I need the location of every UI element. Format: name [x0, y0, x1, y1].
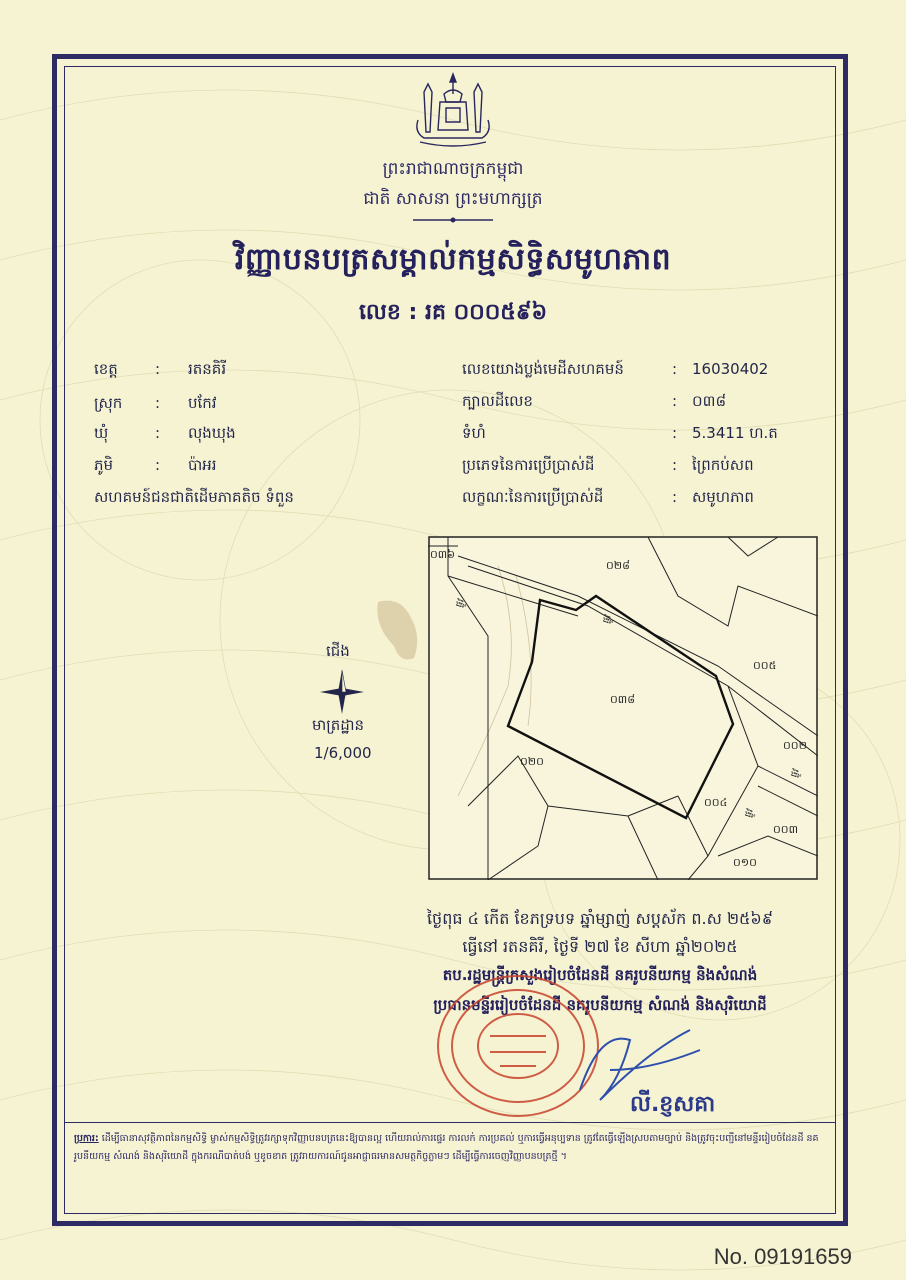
land-use-type-separator: : — [672, 456, 678, 474]
parcel-label: ០០៥ — [753, 659, 777, 672]
parcel-number-value: ០៣៨ — [692, 392, 727, 410]
land-use-type-value: ព្រៃកប់សព — [692, 456, 754, 474]
village-separator: : — [155, 456, 161, 474]
village-value: ប៉ាអរ — [188, 456, 217, 474]
parcel-label: ០៣៨ — [610, 693, 635, 706]
district-value: បកែវ — [188, 394, 217, 412]
road-label: ផ្លូវ — [601, 613, 614, 626]
lunar-date: ថ្ងៃពុធ ៤ កើត ខែភទ្របទ ឆ្នាំម្សាញ់ សប្តស័ក ព.ស ២៥៦៩ — [426, 909, 774, 928]
certificate-number: លេខ : រគ ០០០៥៩៦ — [358, 300, 548, 325]
signer-name: លី.ខ្ញសគា — [630, 1092, 716, 1117]
note-label: ប្រការ: — [74, 1133, 99, 1144]
province-separator: : — [155, 360, 161, 378]
parcel-number-label: ក្បាលដីលេខ — [462, 392, 533, 410]
village-label: ភូមិ — [94, 456, 114, 474]
community-map-ref-separator: : — [672, 360, 678, 378]
parcel-label: ០២៨ — [606, 559, 630, 572]
certificate-title: វិញ្ញាបនបត្រសម្គាល់កម្មសិទ្ធិសមូហភាព — [234, 242, 672, 277]
certificate-note — [74, 1130, 826, 1166]
royal-coat-of-arms-icon — [410, 72, 496, 150]
parcel-label: ០០២ — [783, 739, 807, 752]
north-label: ជើង — [326, 642, 350, 660]
commune-value: លុងឃុង — [188, 424, 236, 442]
road-label: ផ្លូវ — [743, 807, 756, 820]
parcel-label: ០១០ — [733, 856, 757, 869]
province-label: ខេត្ត — [94, 360, 118, 378]
district-label: ស្រុក — [94, 394, 123, 412]
scale-label: មាត្រដ្ឋាន — [312, 716, 365, 734]
motto-divider — [413, 216, 493, 224]
signatory-title-line1: តប.រដ្ឋមន្ត្រីក្រសួងរៀបចំដែនដី នគរូបនីយកម្ម និងសំណង់ — [442, 966, 758, 984]
community-map-ref-label: លេខយោងប្លង់មេដីសហគមន៍ — [462, 360, 624, 378]
commune-label: ឃុំ — [94, 424, 109, 442]
land-use-type-label: ប្រភេទនៃការប្រើប្រាស់ដី — [462, 456, 595, 474]
land-use-nature-value: សមូហភាព — [692, 488, 754, 506]
parcel-label: ០៣៦ — [430, 548, 455, 561]
land-use-nature-separator: : — [672, 488, 678, 506]
parcel-label: ០២០ — [520, 755, 544, 768]
community-name: សហគមន៍ជនជាតិដើមភាគតិច ទំពួន — [94, 488, 294, 506]
note-text: ដើម្បីធានាសុវត្ថិភាពនៃកម្មសិទ្ធិ ម្ចាស់កម្មសិទ្ធិត្រូវរក្សាទុកវិញ្ញាបនបត្រនេះឱ្យបានល្អ ហើយរាល់ការផ្ទេរ ការលក់ ការប្រគល់ ឬការធ្វើអនុប្បទាន ត្រូវតែធ្វើឡើងស្របតាមច្បាប់ និងត្រូវចុះបញ្ជីនៅមន្ទីររៀបចំដែនដី នគរូបនីយកម្ម សំណង់ និងសុរិយោដី ក្នុងករណីបាត់បង់ ឬខូចខាត ត្រូវរាយការណ៍ជូនអាជ្ញាធរមានសមត្ថកិច្ចភ្លាមៗ ដើម្បីធ្វើការចេញវិញ្ញាបនបត្រថ្មី ។ — [74, 1133, 819, 1162]
road-label: ផ្លូវ — [454, 597, 467, 610]
commune-separator: : — [155, 424, 161, 442]
road-label: ផ្លូវ — [789, 767, 802, 780]
watermark-mark — [370, 596, 430, 666]
compass-north-arrow-icon — [318, 668, 366, 716]
land-use-nature-label: លក្ខណៈនៃការប្រើប្រាស់ដី — [462, 488, 604, 506]
place-and-date: ធ្វើនៅ រតនគិរី, ថ្ងៃទី ២៧ ខែ សីហា ឆ្នាំ២០២៥ — [462, 937, 738, 956]
area-separator: : — [672, 424, 678, 442]
national-motto: ជាតិ សាសនា ព្រះមហាក្សត្រ — [363, 189, 543, 209]
area-value: 5.3411 ហ.ត — [692, 424, 778, 442]
parcel-label: ០០៤ — [704, 796, 728, 809]
kingdom-name: ព្រះរាជាណាចក្រកម្ពុជា — [382, 159, 524, 179]
note-divider — [64, 1122, 836, 1123]
serial-number: No. 09191659 — [713, 1244, 852, 1269]
area-label: ទំហំ — [462, 424, 486, 442]
community-map-ref-value: 16030402 — [692, 360, 769, 378]
signatory-title-line2: ប្រធានមន្ទីររៀបចំដែនដី នគរូបនីយកម្ម សំណង់ និងសុរិយោដី — [433, 996, 767, 1014]
parcel-label: ០០៣ — [773, 823, 798, 836]
parcel-number-separator: : — [672, 392, 678, 410]
scale-value: 1/6,000 — [314, 744, 372, 762]
province-value: រតនគិរី — [188, 360, 227, 378]
district-separator: : — [155, 394, 161, 412]
cadastral-map — [428, 536, 818, 880]
